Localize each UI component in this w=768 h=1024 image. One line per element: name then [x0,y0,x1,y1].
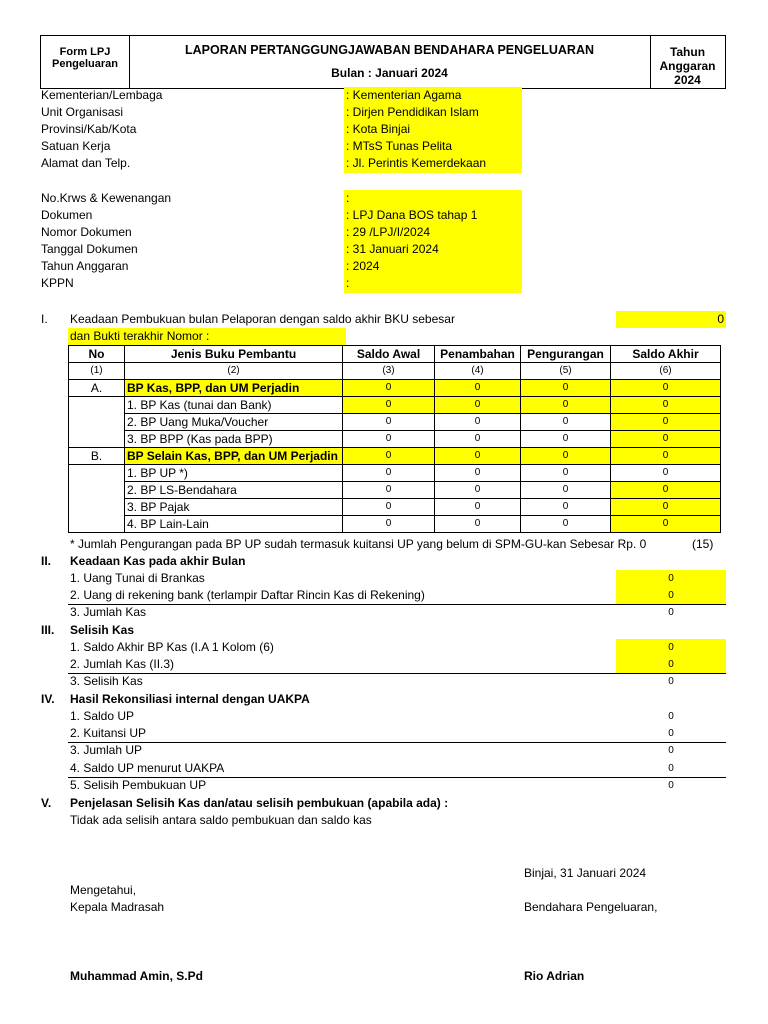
penambahan: 0 [435,465,521,482]
row-name: 4. BP Lain-Lain [125,516,343,533]
row-number: A. [69,380,125,397]
table-header: Saldo Awal [343,346,435,363]
docinfo-value: : 29 /LPJ/I/2024 [346,225,431,239]
saldo-awal: 0 [343,448,435,465]
info-label: Unit Organisasi [41,105,124,119]
row-name: 3. BP BPP (Kas pada BPP) [125,431,343,448]
info-label: Provinsi/Kab/Kota [41,122,137,136]
section4-item-label: 4. Saldo UP menurut UAKPA [70,761,225,775]
info-value: : MTsS Tunas Pelita [346,139,453,153]
signature-right-line1: Bendahara Pengeluaran, [524,900,658,914]
column-number: (6) [611,363,721,380]
row-name: 1. BP UP *) [125,465,343,482]
fiscal-year-cell [650,36,725,88]
report-month: Bulan : Januari 2024 [331,66,448,80]
section3-item-label: 3. Selisih Kas [70,674,143,688]
saldo-akhir: 0 [611,431,721,448]
pengurangan: 0 [521,516,611,533]
pengurangan: 0 [521,448,611,465]
section1-bukti: dan Bukti terakhir Nomor : [68,328,346,345]
docinfo-label: Tahun Anggaran [41,259,129,273]
penambahan: 0 [435,397,521,414]
section2-item-label: 2. Uang di rekening bank (terlampir Daftar Rincin Kas di Rekening) [70,588,425,602]
pengurangan: 0 [521,380,611,397]
section4-number: IV. [41,692,55,706]
section3-item-label: 1. Saldo Akhir BP Kas (I.A 1 Kolom (6) [70,640,274,654]
saldo-awal: 0 [343,414,435,431]
row-number-empty [69,465,125,533]
info-value: : Dirjen Pendidikan Islam [346,105,479,119]
penambahan: 0 [435,414,521,431]
info-label: Satuan Kerja [41,139,111,153]
saldo-awal: 0 [343,397,435,414]
section3-item-label: 2. Jumlah Kas (II.3) [70,657,175,671]
row-name: 1. BP Kas (tunai dan Bank) [125,397,343,414]
row-name: 2. BP LS-Bendahara [125,482,343,499]
table-row [69,397,721,414]
docinfo-label: KPPN [41,276,74,290]
penambahan: 0 [435,516,521,533]
signature-left-line1: Mengetahui, [70,883,137,897]
section4-item-value: 0 [668,711,674,722]
table-row [69,516,721,533]
table-header: Pengurangan [521,346,611,363]
section2-item-label: 3. Jumlah Kas [70,605,147,619]
table-row [69,380,721,397]
info-value: : Jl. Perintis Kemerdekaan [346,156,487,170]
section2-item-value: 0 [616,587,726,604]
saldo-awal: 0 [343,482,435,499]
form-label-line1: Form LPJ [59,46,111,58]
pengurangan: 0 [521,499,611,516]
row-name: 2. BP Uang Muka/Voucher [125,414,343,431]
saldo-akhir: 0 [611,397,721,414]
column-number: (1) [69,363,125,380]
table-row [69,499,721,516]
section2-item-value: 0 [668,607,674,618]
row-number: B. [69,448,125,465]
section1-text: Keadaan Pembukuan bulan Pelaporan dengan saldo akhir BKU sebesar [70,312,455,326]
table-header: Penambahan [435,346,521,363]
report-header [40,35,726,89]
fiscal-year-label: Tahun Anggaran [659,45,716,73]
section3-item-value: 0 [616,656,726,673]
docinfo-value: : [346,191,350,205]
penambahan: 0 [435,431,521,448]
table-footnote: * Jumlah Pengurangan pada BP UP sudah termasuk kuitansi UP yang belum di SPM-GU-kan Sebesar Rp. 0 [70,537,647,551]
pengurangan: 0 [521,482,611,499]
section3-number: III. [41,623,55,637]
docinfo-value: : 2024 [346,259,380,273]
table-header: Jenis Buku Pembantu [125,346,343,363]
penambahan: 0 [435,482,521,499]
section2-item-label: 1. Uang Tunai di Brankas [70,571,205,585]
penambahan: 0 [435,448,521,465]
pengurangan: 0 [521,431,611,448]
docinfo-value: : LPJ Dana BOS tahap 1 [346,208,478,222]
section1-number: I. [41,312,48,326]
section5-number: V. [41,796,52,810]
column-number: (4) [435,363,521,380]
section4-title: Hasil Rekonsiliasi internal dengan UAKPA [70,692,310,706]
docinfo-value: : [346,276,350,290]
section3-item-value: 0 [668,676,674,687]
table-row [69,431,721,448]
row-name: 3. BP Pajak [125,499,343,516]
table-header: Saldo Akhir [611,346,721,363]
docinfo-value: : 31 Januari 2024 [346,242,439,256]
section2-item-value: 0 [616,570,726,587]
table-row [69,414,721,431]
saldo-akhir: 0 [611,414,721,431]
penambahan: 0 [435,499,521,516]
table-header-row [69,346,721,363]
section4-item-label: 2. Kuitansi UP [70,726,147,740]
form-label-cell [41,36,130,88]
docinfo-label: Nomor Dokumen [41,225,132,239]
section4-item-value: 0 [668,780,674,791]
row-name: BP Selain Kas, BPP, dan UM Perjadin [125,448,343,465]
title-cell [129,36,651,88]
column-number: (2) [125,363,343,380]
row-name: BP Kas, BPP, dan UM Perjadin [125,380,343,397]
signature-left-line2: Kepala Madrasah [70,900,165,914]
section1-saldo: 0 [616,311,726,328]
table-row [69,482,721,499]
saldo-akhir: 0 [611,448,721,465]
report-title: LAPORAN PERTANGGUNGJAWABAN BENDAHARA PENGELUARAN [184,43,595,57]
docinfo-label: Tanggal Dokumen [41,242,138,256]
section3-item-value: 0 [616,639,726,656]
section5-text: Tidak ada selisih antara saldo pembukuan dan saldo kas [70,813,372,827]
section2-number: II. [41,554,52,568]
table-row [69,448,721,465]
column-number: (3) [343,363,435,380]
saldo-awal: 0 [343,380,435,397]
table-header: No [69,346,125,363]
fiscal-year-value: 2024 [674,73,701,87]
saldo-akhir: 0 [611,380,721,397]
saldo-awal: 0 [343,499,435,516]
signature-left-name: Muhammad Amin, S.Pd [70,969,203,983]
section4-item-label: 5. Selisih Pembukuan UP [70,778,207,792]
row-number-empty [69,397,125,448]
section5-title: Penjelasan Selisih Kas dan/atau selisih pembukuan (apabila ada) : [70,796,449,810]
buku-pembantu-table [68,345,721,533]
signature-right-name: Rio Adrian [524,969,585,983]
saldo-awal: 0 [343,431,435,448]
saldo-awal: 0 [343,465,435,482]
saldo-akhir: 0 [611,465,721,482]
info-label: Kementerian/Lembaga [41,88,163,102]
saldo-akhir: 0 [611,516,721,533]
table-footnote-ref: (15) [692,537,714,551]
pengurangan: 0 [521,397,611,414]
saldo-awal: 0 [343,516,435,533]
section3-title: Selisih Kas [70,623,135,637]
table-colnum-row [69,363,721,380]
penambahan: 0 [435,380,521,397]
saldo-akhir: 0 [611,499,721,516]
docinfo-label: No.Krws & Kewenangan [41,191,172,205]
info-value: : Kementerian Agama [346,88,462,102]
pengurangan: 0 [521,465,611,482]
section4-item-value: 0 [668,745,674,756]
saldo-akhir: 0 [611,482,721,499]
form-label-line2: Pengeluaran [51,58,119,70]
section4-item-label: 3. Jumlah UP [70,743,143,757]
section4-item-label: 1. Saldo UP [70,709,135,723]
table-row [69,465,721,482]
signature-place-date: Binjai, 31 Januari 2024 [524,866,647,880]
info-value: : Kota Binjai [346,122,411,136]
section4-item-value: 0 [668,728,674,739]
column-number: (5) [521,363,611,380]
pengurangan: 0 [521,414,611,431]
info-label: Alamat dan Telp. [41,156,131,170]
docinfo-label: Dokumen [41,208,93,222]
section2-title: Keadaan Kas pada akhir Bulan [70,554,246,568]
section4-item-value: 0 [668,763,674,774]
